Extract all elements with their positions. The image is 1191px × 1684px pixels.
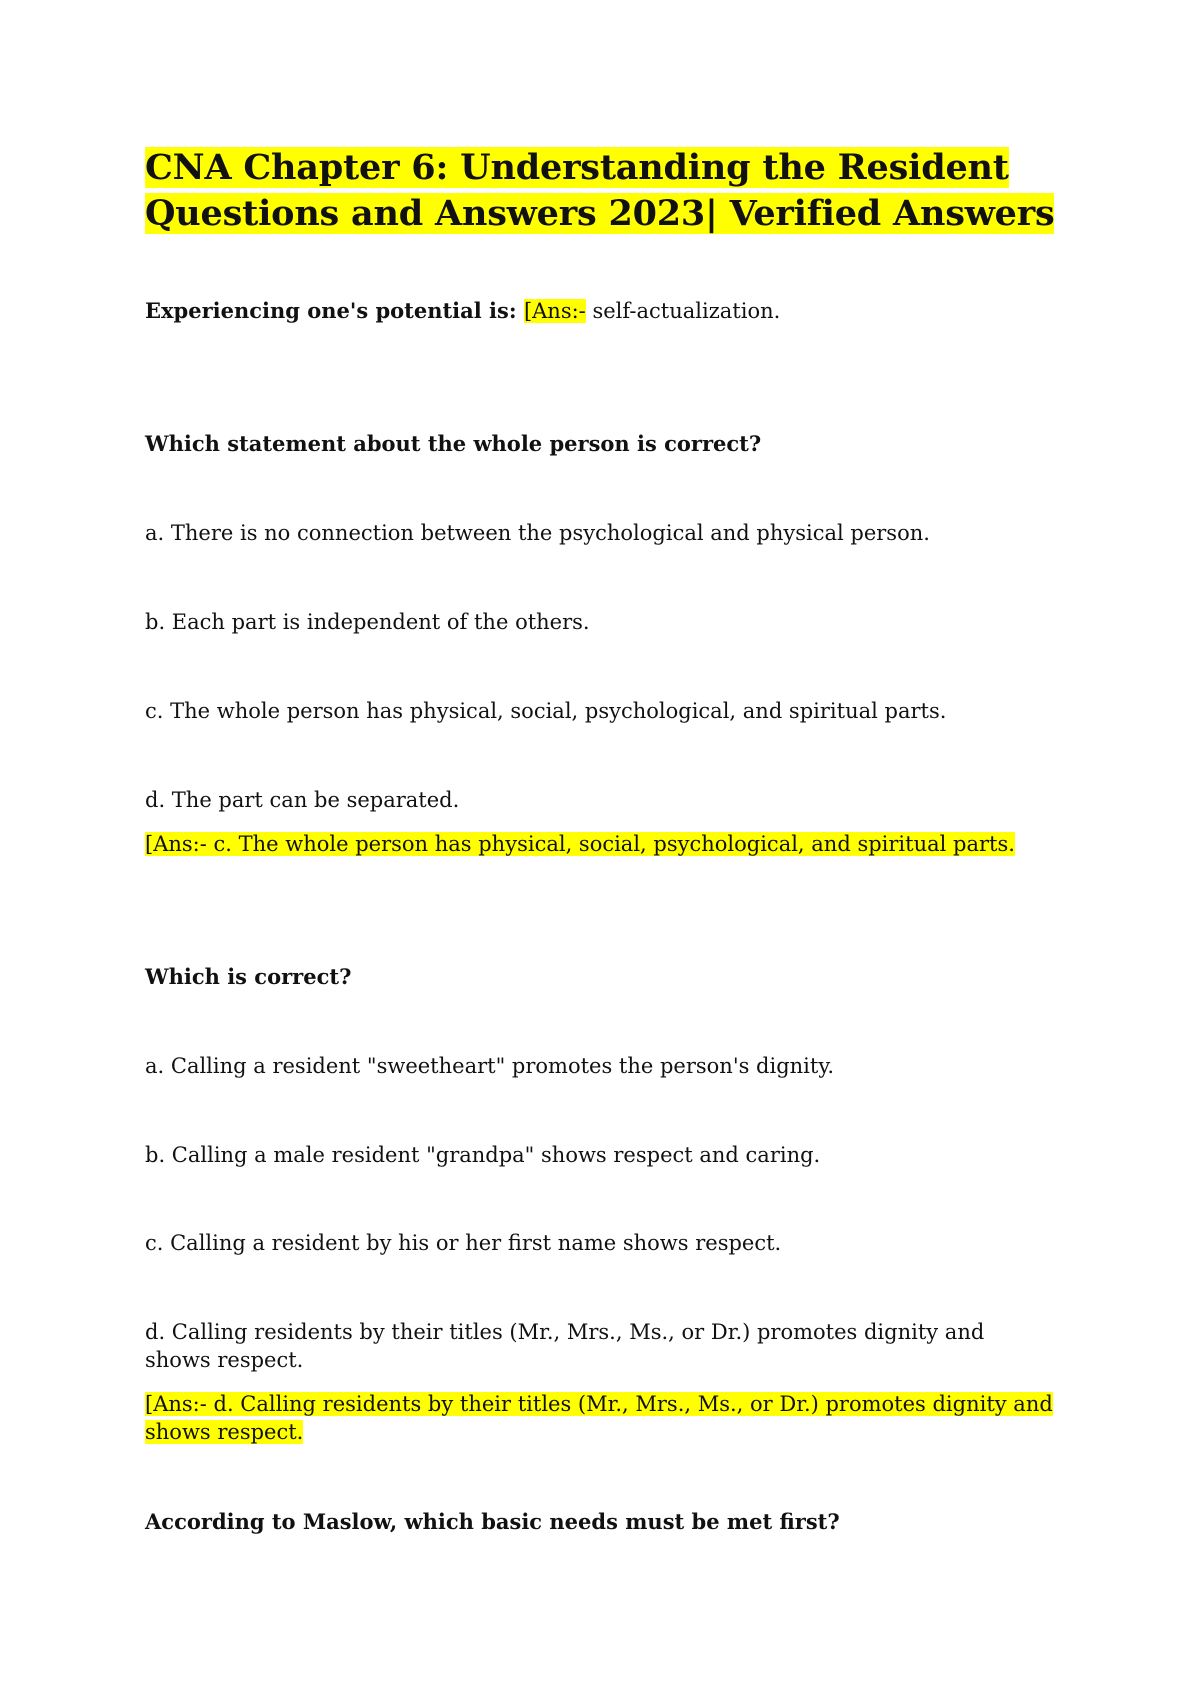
question-1-answer [586,299,781,323]
question-2-option-c: c. The whole person has physical, social, psychological, and spiritual parts. [145,699,947,723]
question-2-option-a: a. There is no connection between the psychological and physical person. [145,521,930,545]
question-2: Which statement about the whole person is correct? [145,431,762,456]
question-3-option-b: b. Calling a male resident "grandpa" shows respect and caring. [145,1143,821,1167]
question-3-option-c: c. Calling a resident by his or her first name shows respect. [145,1231,782,1255]
question-3-answer-text-2: shows respect. [145,1420,304,1444]
title-highlight-1: CNA Chapter 6: Understanding the Resident [145,147,1009,188]
question-1-ans-prefix: [Ans:- [523,299,586,323]
question-3-option-a: a. Calling a resident "sweetheart" promotes the person's dignity. [145,1054,835,1078]
question-2-answer [145,830,1015,858]
question-3: Which is correct? [145,964,352,989]
document-title-line-2 [145,191,1054,237]
question-2-option-d: d. The part can be separated. [145,788,460,812]
question-1-text: Experiencing one's potential is: [145,298,517,323]
question-2-option-b: b. Each part is independent of the others. [145,610,590,634]
question-4: According to Maslow, which basic needs must be met first? [145,1509,840,1534]
question-2-answer-text: [Ans:- c. The whole person has physical, social, psychological, and spiritual parts. [145,832,1015,856]
question-1-answer-text: self-actualization. [592,299,781,323]
question-3-option-d-line-2: shows respect. [145,1348,304,1372]
title-highlight-2: Questions and Answers 2023| Verified Answers [145,193,1055,234]
question-3-option-d-line-1: d. Calling residents by their titles (Mr., Mrs., Ms., or Dr.) promotes dignity and [145,1320,985,1344]
document-title-line-1 [145,145,1009,191]
question-3-answer-text-1: [Ans:- d. Calling residents by their titles (Mr., Mrs., Ms., or Dr.) promotes dignity and [145,1392,1053,1416]
question-3-answer-line-2 [145,1418,303,1446]
question-3-answer-line-1 [145,1390,1053,1418]
question-1 [145,297,780,325]
